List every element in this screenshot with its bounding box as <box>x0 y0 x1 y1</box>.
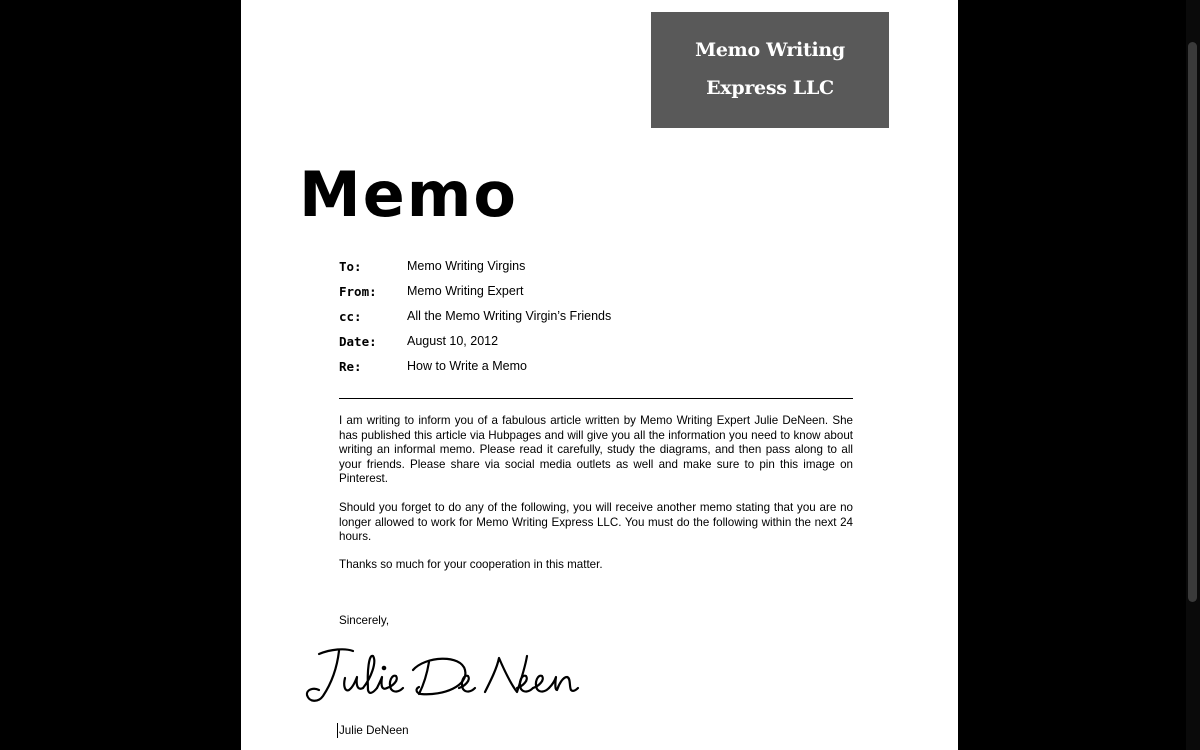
header-from-value: Memo Writing Expert <box>407 284 524 298</box>
memo-title: Memo <box>299 158 518 231</box>
company-name-line-2: Express LLC <box>706 77 834 99</box>
scrollbar-thumb[interactable] <box>1188 42 1197 602</box>
header-to-label: To: <box>339 259 362 274</box>
header-divider <box>339 398 853 399</box>
closing-text: Sincerely, <box>339 614 390 627</box>
header-date-value: August 10, 2012 <box>407 334 499 348</box>
header-cc-value: All the Memo Writing Virgin’s Friends <box>407 309 612 323</box>
header-cc-label: cc: <box>339 309 362 324</box>
company-name-line-1: Memo Writing <box>695 39 845 61</box>
header-to-value: Memo Writing Virgins <box>407 259 526 273</box>
body-paragraph-3: Thanks so much for your cooperation in this matter. <box>339 558 603 571</box>
text-cursor <box>337 723 338 738</box>
printed-name: Julie DeNeen <box>339 724 409 737</box>
body-paragraph-2: Should you forget to do any of the following, you will receive another memo stating that you are no longer allowed to work for Memo Writing Express LLC. You must do the following within the next 24 hours. <box>339 501 853 543</box>
company-name-box <box>651 12 889 128</box>
header-from-label: From: <box>339 284 377 299</box>
body-paragraph-1: I am writing to inform you of a fabulous article written by Memo Writing Expert Julie DeNeen. She has published this article via Hubpages and will give you all the information you need to know about writing an informal memo. Please read it carefully, study the diagrams, and then pass along to all your friends. Please share via social media outlets as well and make sure to pin this image on Pinterest. <box>339 414 853 485</box>
handwritten-signature <box>301 640 601 710</box>
memo-page <box>241 0 958 750</box>
header-date-label: Date: <box>339 334 377 349</box>
header-re-label: Re: <box>339 359 362 374</box>
header-re-value: How to Write a Memo <box>407 359 527 373</box>
